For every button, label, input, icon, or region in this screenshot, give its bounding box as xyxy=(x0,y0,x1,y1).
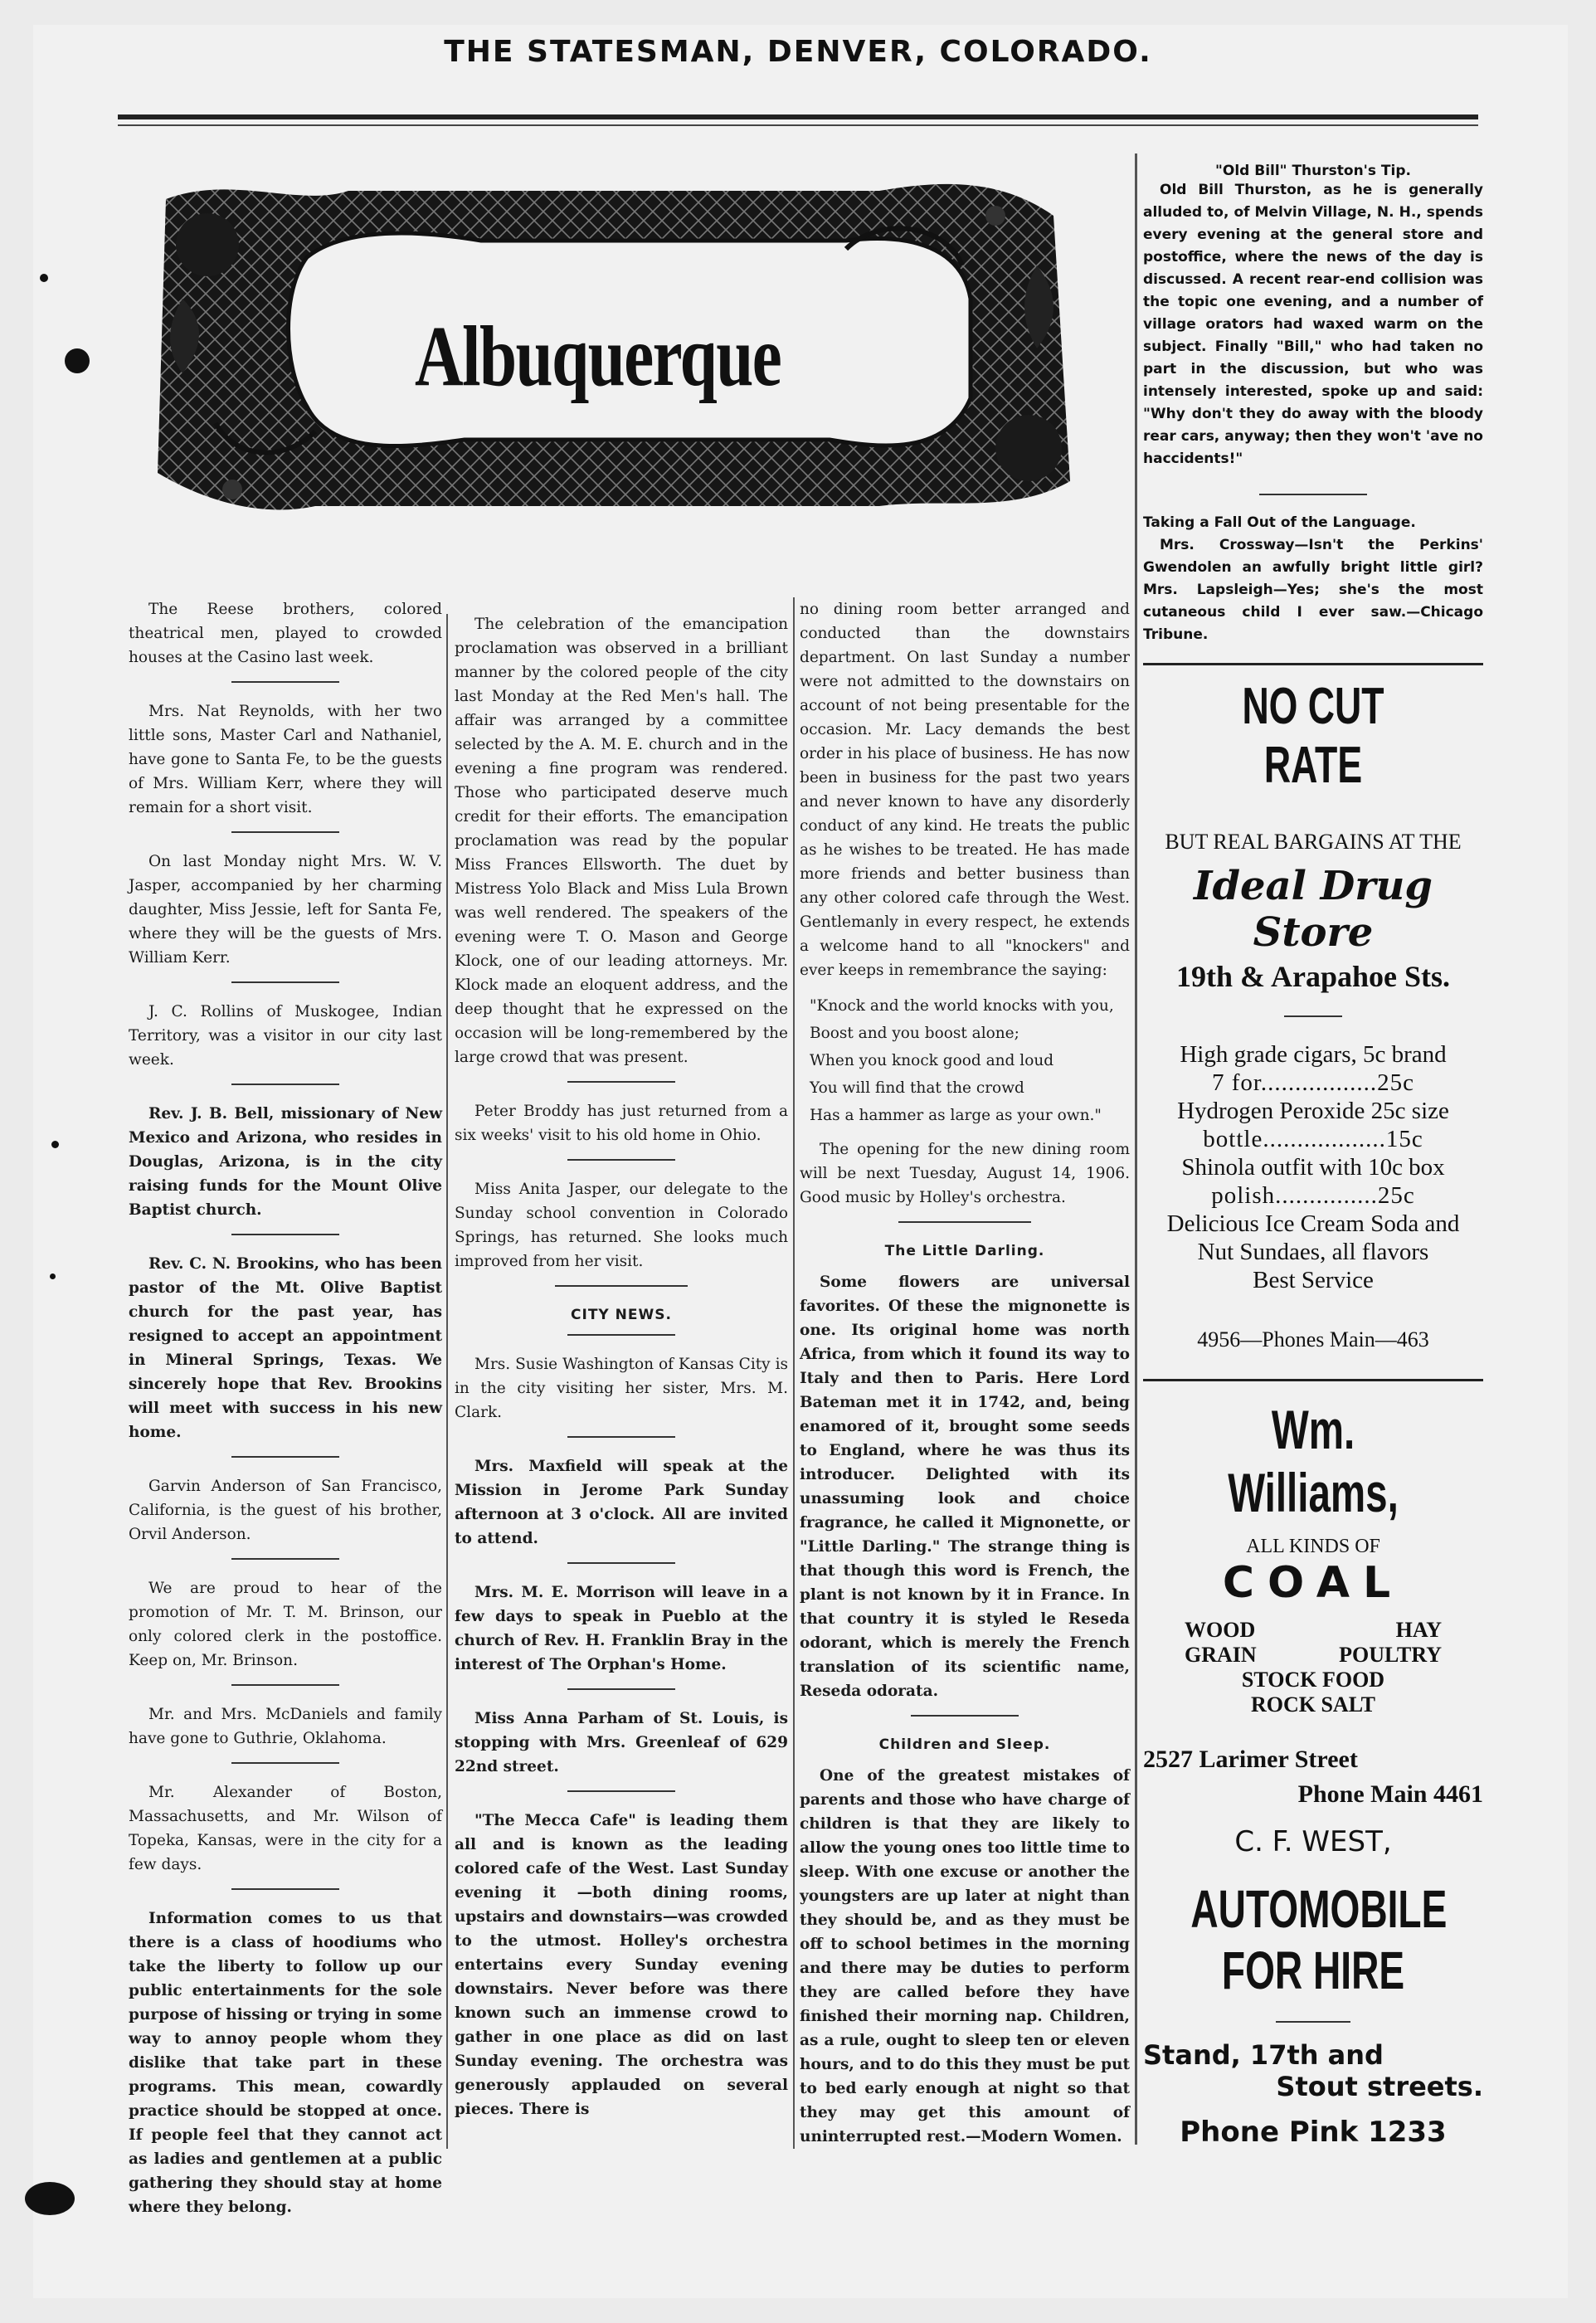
column-local-news xyxy=(129,597,442,2231)
tip-heading: "Old Bill" Thurston's Tip. xyxy=(1215,163,1411,179)
ad-headline-for-hire: FOR HIRE xyxy=(1221,1941,1405,2000)
ad-item: Best Service xyxy=(1253,1267,1374,1293)
poem-line: "Knock and the world knocks with you, xyxy=(810,997,1114,1015)
separator xyxy=(231,1684,339,1686)
separator xyxy=(231,1456,339,1458)
news-item: The opening for the new dining room will be next Tuesday, August 14, 1906. Good music by Holley's orchestra. xyxy=(800,1141,1130,1206)
news-item: Mrs. Maxfield will speak at the Mission in Jerome Park Sunday afternoon at 3 o'clock. All are invited to attend. xyxy=(455,1458,788,1547)
ink-speck xyxy=(50,1274,56,1279)
ad-name-west: C. F. WEST, xyxy=(1234,1825,1392,1858)
ad-name-williams: Wm. Williams, xyxy=(1228,1399,1399,1523)
fall-text: Mrs. Crossway—Isn't the Perkins' Gwendolen an awfully bright little girl? Mrs. Lapsleigh—Yes; she's the most cutaneous child I ever saw.—Chicago Tribune. xyxy=(1143,537,1483,643)
column-rule xyxy=(1135,153,1137,2145)
ad-item: bottle..................15c xyxy=(1203,1126,1423,1152)
ad-item: Hydrogen Peroxide 25c size xyxy=(1177,1098,1449,1124)
separator xyxy=(567,1562,675,1564)
news-item: Mr. Alexander of Boston, Massachusetts, and Mr. Wilson of Topeka, Kansas, were in the city for a few days. xyxy=(129,1784,442,1873)
ad-subline: BUT REAL BARGAINS AT THE xyxy=(1165,830,1462,854)
section-heading-city-news: CITY NEWS. xyxy=(571,1307,672,1323)
ad-word: HAY xyxy=(1395,1618,1442,1642)
separator xyxy=(231,1084,339,1085)
column-mecca-cafe xyxy=(800,597,1130,2160)
news-item: Miss Anita Jasper, our delegate to the Sunday school convention in Colorado Springs, has returned. She looks much improved from her visit. xyxy=(455,1181,788,1270)
ad-row xyxy=(1143,1643,1483,1668)
ink-speck xyxy=(65,348,90,373)
poem-line: Boost and you boost alone; xyxy=(810,1025,1019,1042)
ad-phone-pink: Phone Pink 1233 xyxy=(1180,2116,1447,2149)
ad-address: 2527 Larimer Street xyxy=(1143,1746,1358,1773)
news-item: Mr. and Mrs. McDaniels and family have gone to Guthrie, Oklahoma. xyxy=(129,1706,442,1747)
separator xyxy=(567,1334,675,1336)
news-item: Mrs. Susie Washington of Kansas City is in the city visiting her sister, Mrs. M. Clark. xyxy=(455,1356,788,1421)
masthead: THE STATESMAN, DENVER, COLORADO. xyxy=(444,35,1152,69)
ad-item: High grade cigars, 5c brand xyxy=(1180,1041,1447,1068)
ad-store-address: 19th & Arapahoe Sts. xyxy=(1175,960,1451,993)
separator xyxy=(231,831,339,833)
separator xyxy=(1276,2021,1350,2023)
separator xyxy=(1259,494,1367,495)
news-item-continued: no dining room better arranged and conducted than the downstairs department. On last Sunday a number were not admitted to the downstairs on account of not being presentable for the occasion. Mr. Lacy demands the best order in his place of business. He has now been in business for the past two years and never known to have any disorderly conduct of any kind. He treats the public as he wishes to be treated. He has made more friends and better business than any other colored cafe through the West. Gentlemanly in every respect, he extends a welcome hand to all "knockers" and ever keeps in remembrance the saying: xyxy=(800,601,1130,979)
article-little-darling: Some flowers are universal favorites. Of these the mignonette is one. Its original home was north Africa, from which it found its way to Italy and then to Paris. Here Lord Bateman met it in 1742, and, being enamored of it, brought some seeds to England, where he was thus its introducer. Delighted with its unassuming look and choice fragrance, he called it Mignonette, or "Little Darling." The strange thing is that though this word is French, the plant is not known by it in France. In that country it is styled le Reseda odorant, which is merely the French translation of its scientific name, Reseda odorata. xyxy=(800,1274,1130,1700)
separator xyxy=(1284,1015,1342,1017)
ad-headline-automobile: AUTOMOBILE xyxy=(1190,1879,1448,1939)
news-item: Mrs. M. E. Morrison will leave in a few days to speak in Pueblo at the church of Rev. H. Franklin Bray in the interest of The Orphan's Home. xyxy=(455,1584,788,1673)
masthead-rule xyxy=(118,114,1478,119)
ad-item: Delicious Ice Cream Soda and xyxy=(1166,1210,1460,1237)
ad-phones: 4956—Phones Main—463 xyxy=(1197,1327,1429,1351)
masthead-rule-thin xyxy=(118,124,1478,126)
ad-rule xyxy=(1143,1379,1483,1381)
section-heading-children-sleep: Children and Sleep. xyxy=(878,1736,1051,1753)
fall-heading: Taking a Fall Out of the Language. xyxy=(1143,514,1416,531)
section-heading-little-darling: The Little Darling. xyxy=(884,1243,1045,1259)
separator xyxy=(898,1221,1031,1223)
separator xyxy=(567,1436,675,1438)
ad-item: Shinola outfit with 10c box xyxy=(1181,1154,1445,1181)
ad-word: WOOD xyxy=(1185,1618,1256,1642)
column-celebration xyxy=(455,612,788,2133)
ad-headline-no-cut-rate: NO CUT RATE xyxy=(1242,678,1384,794)
poem-line: Has a hammer as large as your own." xyxy=(810,1107,1102,1124)
poem-line: When you knock good and loud xyxy=(810,1052,1054,1069)
ad-rule xyxy=(1143,663,1483,665)
separator xyxy=(231,1234,339,1235)
news-item: The Reese brothers, colored theatrical men, played to crowded houses at the Casino last week. xyxy=(129,601,442,666)
ad-coal: COAL xyxy=(1222,1558,1404,1608)
article-children-sleep: One of the greatest mistakes of parents and those who have charge of children is that they are likely to allow the young ones too little time to sleep. With one excuse or another the youngsters are up later at night than they should be, and as they must be off to school betimes in the morning and there may be duties to perform they are called before they have finished their morning nap. Children, as a rule, ought to sleep ten or eleven hours, and to do this they must be put to bed early enough at night so that they may get this amount of uninterrupted rest.—Modern Women. xyxy=(800,1767,1130,2145)
news-item: Miss Anna Parham of St. Louis, is stopping with Mrs. Greenleaf of 629 22nd street. xyxy=(455,1710,788,1775)
separator xyxy=(567,1081,675,1083)
tip-text: Old Bill Thurston, as he is generally alluded to, of Melvin Village, N. H., spends every evening at the general store and postoffice, where the news of the day is discussed. A recent rear-end collision was the topic one evening, and a number of village orators had waxed warm on the subject. Finally "Bill," who had taken no part in the discussion, but who was intensely interested, spoke up and said: "Why don't they do away with the bloody rear cars, anyway; then they won't 'ave no haccidents!" xyxy=(1143,182,1483,467)
poem-line: You will find that the crowd xyxy=(810,1079,1024,1097)
ad-word: ROCK SALT xyxy=(1250,1692,1376,1717)
right-column xyxy=(1143,163,1483,2149)
news-item: "The Mecca Cafe" is leading them all and is known as the leading colored cafe of the West. Last Sunday evening it —both dining rooms, upstairs and downstairs—was crowded to the utmost. Holley's orchestra entertains every Sunday evening downstairs. Never before was there known such an immense crowd to gather in one place as did on last Sunday evening. The orchestra was generously applauded on several pieces. There is xyxy=(455,1812,788,2118)
ad-store-name: Ideal Drug Store xyxy=(1194,863,1433,956)
ink-speck xyxy=(40,274,48,282)
news-item: The celebration of the emancipation proclamation was observed in a brilliant manner by the colored people of the city last Monday at the Red Men's hall. The affair was arranged by a committee selected by the A. M. E. church and in the evening a fine program was rendered. Those who participated deserve much credit for their efforts. The emancipation proclamation was read by the popular Miss Frances Ellsworth. The duet by Mistress Yolo Black and Miss Lula Brown was well rendered. The speakers of the evening were T. O. Mason and George Klock, one of our leading attorneys. Mr. Klock made an eloquent address, and the deep thought that he expressed on the occasion will be long-remembered by the large crowd that was present. xyxy=(455,616,788,1066)
ad-kinds: ALL KINDS OF xyxy=(1246,1536,1380,1557)
news-item: Rev. C. N. Brookins, who has been pastor of the Mt. Olive Baptist church for the past year, has resigned to accept an appointment in Mineral Springs, Texas. We sincerely hope that Rev. Brookins will meet with success in his new home. xyxy=(129,1255,442,1441)
separator xyxy=(231,981,339,983)
news-item: We are proud to hear of the promotion of Mr. T. M. Brinson, our only colored clerk in the postoffice. Keep on, Mr. Brinson. xyxy=(129,1580,442,1669)
news-item: On last Monday night Mrs. W. V. Jasper, accompanied by her charming daughter, Miss Jessie, left for Santa Fe, where they will be the guests of Mrs. William Kerr. xyxy=(129,853,442,967)
news-item: Information comes to us that there is a class of hoodiums who take the liberty to follow up our public entertainments for the sole purpose of hissing or trying in some way to annoy people whom they dislike that take part in these programs. This mean, cowardly practice should be stopped at once. If people feel that they cannot act as ladies and gentlemen at a public gathering they should stay at home where they belong. xyxy=(129,1910,442,2216)
separator xyxy=(231,681,339,683)
ad-phone: Phone Main 4461 xyxy=(1297,1780,1483,1808)
separator xyxy=(567,1159,675,1161)
ink-speck xyxy=(25,2182,75,2215)
ad-row xyxy=(1143,1618,1483,1643)
separator xyxy=(567,1688,675,1690)
ad-stand: Stand, 17th and xyxy=(1143,2039,1384,2071)
news-item: J. C. Rollins of Muskogee, Indian Territory, was a visitor in our city last week. xyxy=(129,1003,442,1069)
ad-item: polish...............25c xyxy=(1211,1182,1415,1209)
ad-word: GRAIN xyxy=(1185,1643,1257,1667)
separator xyxy=(231,1888,339,1890)
news-item: Peter Broddy has just returned from a six weeks' visit to his old home in Ohio. xyxy=(455,1103,788,1144)
news-item: Mrs. Nat Reynolds, with her two little sons, Master Carl and Nathaniel, have gone to Santa Fe, to be the guests of Mrs. William Kerr, where they will remain for a short visit. xyxy=(129,703,442,816)
ad-word: POULTRY xyxy=(1339,1643,1442,1667)
separator xyxy=(567,1790,675,1792)
separator xyxy=(231,1762,339,1764)
column-rule xyxy=(793,597,795,2149)
banner-title: Albuquerque xyxy=(415,309,781,404)
news-item: Rev. J. B. Bell, missionary of New Mexico and Arizona, who resides in Douglas, Arizona, is in the city raising funds for the Mount Olive Baptist church. xyxy=(129,1105,442,1219)
separator xyxy=(911,1715,1019,1717)
ad-word: STOCK FOOD xyxy=(1241,1668,1385,1692)
separator xyxy=(555,1285,688,1287)
separator xyxy=(231,1558,339,1560)
news-item: Garvin Anderson of San Francisco, California, is the guest of his brother, Orvil Anderson. xyxy=(129,1478,442,1543)
ink-speck xyxy=(51,1141,59,1148)
column-rule xyxy=(446,614,448,2149)
ad-item: Nut Sundaes, all flavors xyxy=(1197,1239,1429,1265)
ad-item: 7 for.................25c xyxy=(1211,1069,1415,1096)
ad-stand: Stout streets. xyxy=(1276,2071,1483,2102)
